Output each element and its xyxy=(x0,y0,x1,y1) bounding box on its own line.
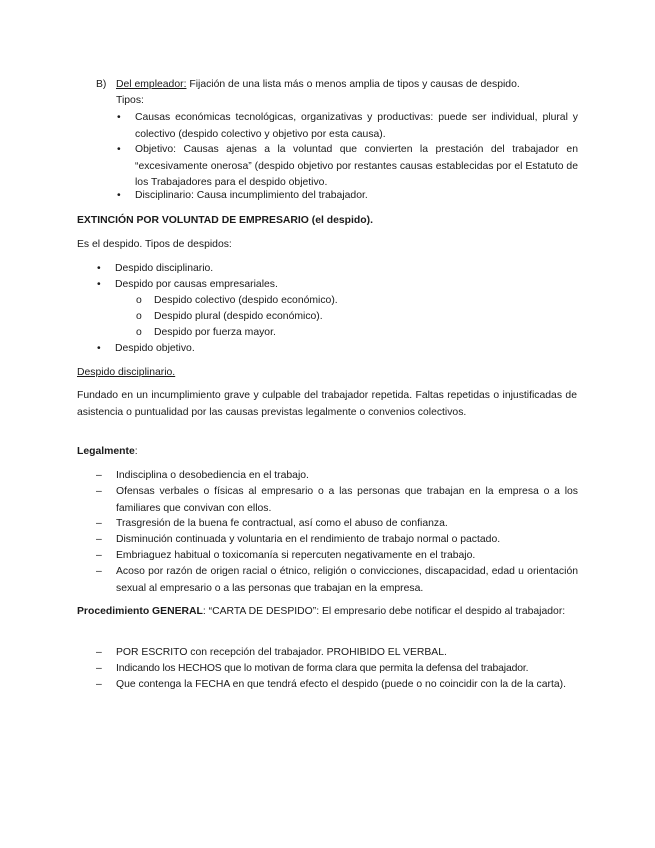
list-item xyxy=(96,564,578,597)
list-item-text: Indisciplina o desobediencia en el trabajo. xyxy=(116,470,309,481)
section-b-text xyxy=(96,77,578,94)
bullet-marker: • xyxy=(117,144,121,155)
list-item xyxy=(96,516,578,533)
list-item xyxy=(96,677,578,694)
bullet-marker: • xyxy=(117,112,121,123)
list-item xyxy=(97,261,577,278)
procedimiento-text: : “CARTA DE DESPIDO”: El empresario debe notificar el despido al trabajador: xyxy=(202,606,566,617)
sub-list-item xyxy=(136,309,576,326)
dash-marker: – xyxy=(96,566,102,577)
dash-marker: – xyxy=(96,518,102,529)
dash-marker: – xyxy=(96,647,102,658)
section-b-heading: Del empleador: xyxy=(116,79,187,90)
disciplinario-heading: Despido disciplinario. xyxy=(77,367,176,378)
sub-list-item xyxy=(136,293,576,310)
list-item-text: Despido por causas empresariales. xyxy=(115,279,278,290)
sub-list-item xyxy=(136,325,576,342)
bullet-marker: • xyxy=(97,279,101,290)
dash-marker: – xyxy=(96,470,102,481)
bullet-marker: • xyxy=(117,190,121,201)
list-item-text: Causas económicas tecnológicas, organizativas y productivas: puede ser individual, plural y colectivo (despido colectivo y objetivo por esta causa). xyxy=(135,112,578,140)
list-item-text: Objetivo: Causas ajenas a la voluntad que convierten la prestación del trabajador en “excesivamente onerosa” (despido objetivo por restantes causas establecidas por el Estatuto de los Trabajadores para el despido objetivo. xyxy=(135,144,578,188)
legalmente-heading: Legalmente xyxy=(77,446,135,457)
sub-list-item-text: Despido plural (despido económico). xyxy=(154,311,323,322)
list-item-text: POR ESCRITO con recepción del trabajador. PROHIBIDO EL VERBAL. xyxy=(116,647,447,658)
dash-marker: – xyxy=(96,663,102,674)
list-item-text: Ofensas verbales o físicas al empresario o a las personas que trabajan en la empresa o a los familiares que convivan con ellos. xyxy=(116,486,578,514)
list-item-text: Indicando los HECHOS que lo motivan de forma clara que permita la defensa del trabajador. xyxy=(116,663,529,674)
list-item xyxy=(117,110,578,143)
procedimiento-heading: Procedimiento GENERAL xyxy=(77,606,203,617)
bullet-marker: • xyxy=(97,263,101,274)
list-item xyxy=(96,645,578,662)
sub-list-item-text: Despido colectivo (despido económico). xyxy=(154,295,338,306)
sub-marker: o xyxy=(136,327,142,338)
bullet-marker: • xyxy=(97,343,101,354)
list-item xyxy=(96,468,578,485)
despido-intro: Es el despido. Tipos de despidos: xyxy=(77,239,232,250)
list-item-text: Despido disciplinario. xyxy=(115,263,214,274)
procedimiento-paragraph xyxy=(77,604,577,621)
list-item xyxy=(96,484,578,517)
dash-marker: – xyxy=(96,679,102,690)
sub-marker: o xyxy=(136,311,142,322)
list-item xyxy=(97,277,577,294)
list-item xyxy=(117,142,578,192)
legalmente-heading-line xyxy=(77,444,138,461)
list-item-text: Trasgresión de la buena fe contractual, así como el abuso de confianza. xyxy=(116,518,448,529)
list-item xyxy=(117,188,578,205)
legalmente-colon: : xyxy=(134,446,138,457)
dash-marker: – xyxy=(96,550,102,561)
section-b xyxy=(96,77,578,94)
list-item-text: Acoso por razón de origen racial o étnico, religión o convicciones, discapacidad, edad u orientación sexual al empresario o a las personas que trabajan en la empresa. xyxy=(116,566,578,594)
list-item xyxy=(96,548,578,565)
dash-marker: – xyxy=(96,534,102,545)
list-item-text: Disciplinario: Causa incumplimiento del trabajador. xyxy=(135,190,368,201)
list-item-text: Despido objetivo. xyxy=(115,343,195,354)
list-item xyxy=(96,661,578,678)
dash-marker: – xyxy=(96,486,102,497)
tipos-label: Tipos: xyxy=(116,95,144,106)
list-item-text: Embriaguez habitual o toxicomanía si repercuten negativamente en el trabajo. xyxy=(116,550,476,561)
list-item xyxy=(97,341,577,358)
extincion-heading: EXTINCIÓN POR VOLUNTAD DE EMPRESARIO (el despido). xyxy=(77,215,373,226)
list-item-text: Que contenga la FECHA en que tendrá efecto el despido (puede o no coincidir con la de la carta). xyxy=(116,679,566,690)
disciplinario-paragraph: Fundado en un incumplimiento grave y culpable del trabajador repetida. Faltas repetidas o injustificadas de asistencia o puntualidad por las causas previstas legalmente o convenios colectivos. xyxy=(77,390,577,418)
list-item xyxy=(96,532,578,549)
list-marker: B) xyxy=(96,79,107,90)
list-item-text: Disminución continuada y voluntaria en el rendimiento de trabajo normal o pactado. xyxy=(116,534,501,545)
sub-marker: o xyxy=(136,295,142,306)
sub-list-item-text: Despido por fuerza mayor. xyxy=(154,327,276,338)
section-b-description: Fijación de una lista más o menos amplia de tipos y causas de despido. xyxy=(186,79,520,90)
